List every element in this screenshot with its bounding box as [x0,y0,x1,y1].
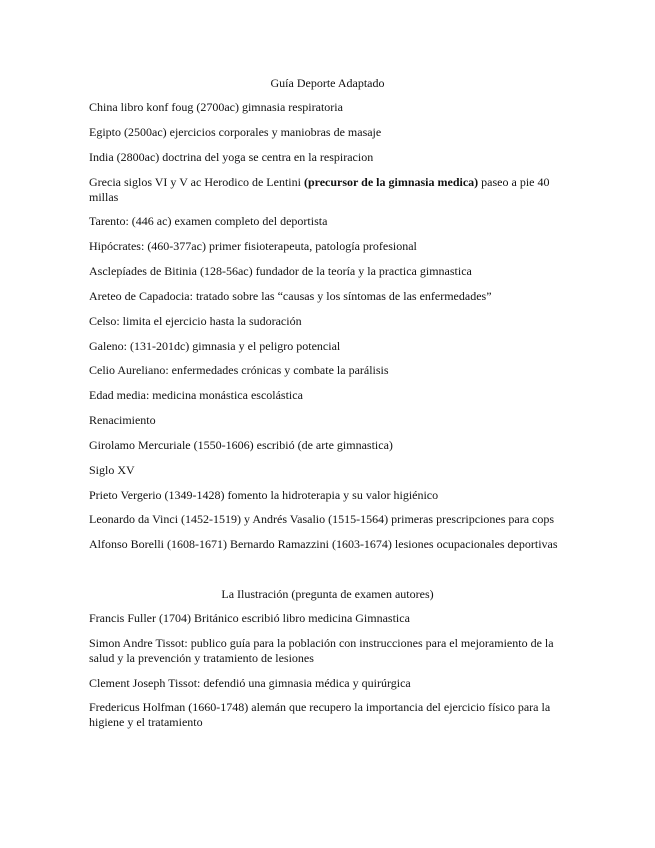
entry-areteo: Areteo de Capadocia: tratado sobre las “causas y los síntomas de las enfermedades” [89,289,492,303]
entry-borelli: Alfonso Borelli (1608-1671) Bernardo Ramazzini (1603-1674) lesiones ocupacionales deportivas [89,537,558,551]
entry-asclepiades: Asclepíades de Bitinia (128-56ac) fundador de la teoría y la practica gimnastica [89,264,472,278]
entry-galeno: Galeno: (131-201dc) gimnasia y el peligro potencial [89,339,341,353]
entry-egipto: Egipto (2500ac) ejercicios corporales y maniobras de masaje [89,125,382,139]
section-title-ilustracion: La Ilustración (pregunta de examen autores) [221,587,434,601]
entry-mercuriale: Girolamo Mercuriale (1550-1606) escribió (de arte gimnastica) [89,438,393,452]
entry-tarento: Tarento: (446 ac) examen completo del deportista [89,214,328,228]
document-title: Guía Deporte Adaptado [270,76,385,90]
entry-clement-tissot: Clement Joseph Tissot: defendió una gimnasia médica y quirúrgica [89,676,411,690]
entry-edad-media: Edad media: medicina monástica escolástica [89,388,303,402]
entry-siglo-xv: Siglo XV [89,463,135,477]
entry-grecia-text-end: paseo a pie 40 millas [89,175,550,204]
entry-fuller: Francis Fuller (1704) Británico escribió libro medicina Gimnastica [89,611,410,625]
entry-celso: Celso: limita el ejercicio hasta la sudoración [89,314,302,328]
entry-da-vinci: Leonardo da Vinci (1452-1519) y Andrés Vasalio (1515-1564) primeras prescripciones para cops [89,512,555,526]
entry-celio: Celio Aureliano: enfermedades crónicas y combate la parálisis [89,363,389,377]
entry-renacimiento: Renacimiento [89,413,156,427]
entry-grecia-bold: (precursor de la gimnasia medica) [303,175,479,189]
entry-grecia-text: Grecia siglos VI y V ac Herodico de Lentini [89,175,304,189]
entry-hipocrates: Hipócrates: (460-377ac) primer fisioterapeuta, patología profesional [89,239,417,253]
entry-grecia [89,175,569,205]
entry-vergerio: Prieto Vergerio (1349-1428) fomento la hidroterapia y su valor higiénico [89,488,439,502]
entry-simon-tissot: Simon Andre Tissot: publico guía para la población con instrucciones para el mejoramiento de la salud y la prevención y tratamiento de lesiones [89,636,554,665]
entry-india: India (2800ac) doctrina del yoga se centra en la respiracion [89,150,374,164]
entry-china: China libro konf foug (2700ac) gimnasia respiratoria [89,100,343,114]
entry-holfman: Fredericus Holfman (1660-1748) alemán que recupero la importancia del ejercicio físico para la higiene y el tratamiento [89,700,551,729]
